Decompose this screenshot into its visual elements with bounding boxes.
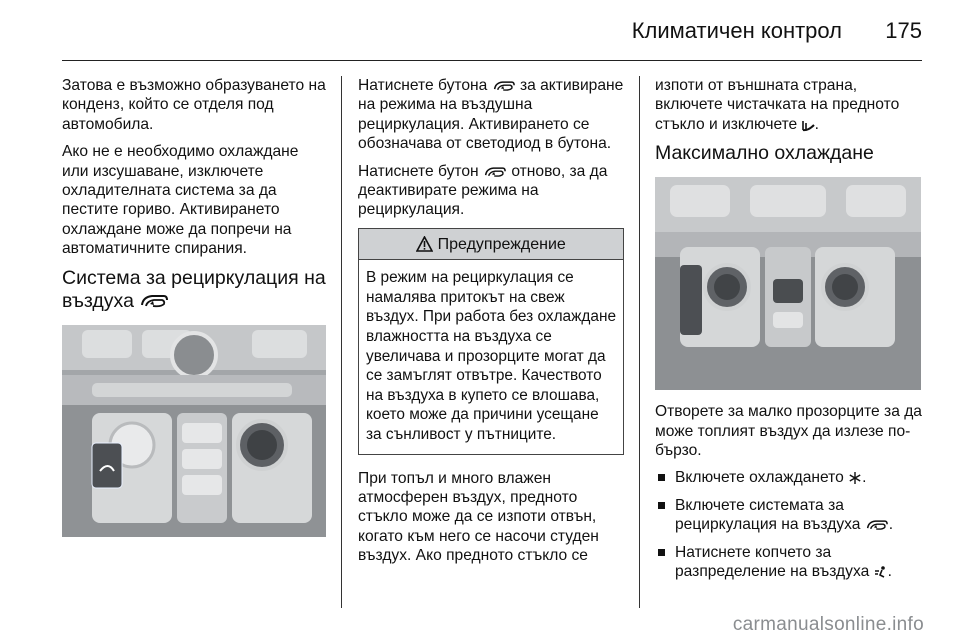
warning-box xyxy=(358,228,624,455)
header-rule xyxy=(62,60,922,61)
list-item: Натиснете копчето за разпределение на въздуха . xyxy=(655,543,923,582)
section-heading-recirculation: Система за рециркулация на въздуха xyxy=(62,266,326,312)
recirculation-icon xyxy=(483,165,507,179)
column-1 xyxy=(62,76,328,537)
list-item: Включете системата за рециркулация на въздуха . xyxy=(655,496,923,535)
recirculation-icon xyxy=(139,292,169,310)
column-divider-2 xyxy=(639,76,640,608)
windscreen-defog-icon xyxy=(802,118,815,132)
section-heading-max-cooling: Максимално охлаждане xyxy=(655,142,874,165)
paragraph-press-recirculation: Натиснете бутона за активиране на режима на въздушна рециркулация. Активирането се обозначава от светодиод в бутона. xyxy=(358,77,624,153)
recirculation-icon xyxy=(492,79,516,93)
watermark: carmanualsonline.info xyxy=(732,614,924,635)
column-divider-1 xyxy=(341,76,342,608)
warning-header: Предупреждение xyxy=(359,229,623,260)
warning-triangle-icon xyxy=(416,236,433,252)
max-cooling-steps xyxy=(655,468,923,581)
chapter-title: Климатичен контрол xyxy=(631,18,842,43)
climate-panel-photo-1 xyxy=(62,325,326,537)
page-header xyxy=(0,0,960,62)
paragraph-condensation: Затова е възможно образуването на конденз, който се отделя под автомобила. xyxy=(62,77,326,133)
column-2 xyxy=(358,76,624,574)
paragraph-switch-off-cooling: Ако не е необходимо охлаждане или изсушаване, изключете охладителната система за да пестите гориво. Активирането охлаждане може да попречи на автоматичните спирания. xyxy=(62,143,299,258)
column-3 xyxy=(655,76,923,589)
list-item: Включете охлаждането . xyxy=(655,468,923,487)
air-distribution-icon xyxy=(874,565,888,579)
snowflake-icon xyxy=(848,471,862,485)
paragraph-windscreen-fog: При топъл и много влажен атмосферен въздух, предното стъкло може да се изпоти отвън, когато към него се насочи студен въздух. Ако предното стъкло се xyxy=(358,469,599,565)
paragraph-press-again: Натиснете бутон отново, за да деактивирате режима на рециркулация. xyxy=(358,162,608,219)
page-number: 175 xyxy=(885,18,922,43)
paragraph-wiper: изпоти от външната страна, включете чистачката на предното стъкло и изключете . xyxy=(655,77,900,133)
paragraph-open-windows: Отворете за малко прозорците за да може топлият въздух да излезе по-бързо. xyxy=(655,403,922,460)
warning-text: В режим на рециркулация се намалява притокът на свеж въздух. При работа без охлаждане влажността на въздуха се увеличава и прозорците могат да се замъглят отвътре. Качеството на въздуха в купето се влошава, което може да причини усещане за сънливост у пътниците. xyxy=(366,269,616,443)
recirculation-icon xyxy=(865,518,889,532)
climate-panel-photo-2 xyxy=(655,177,921,390)
